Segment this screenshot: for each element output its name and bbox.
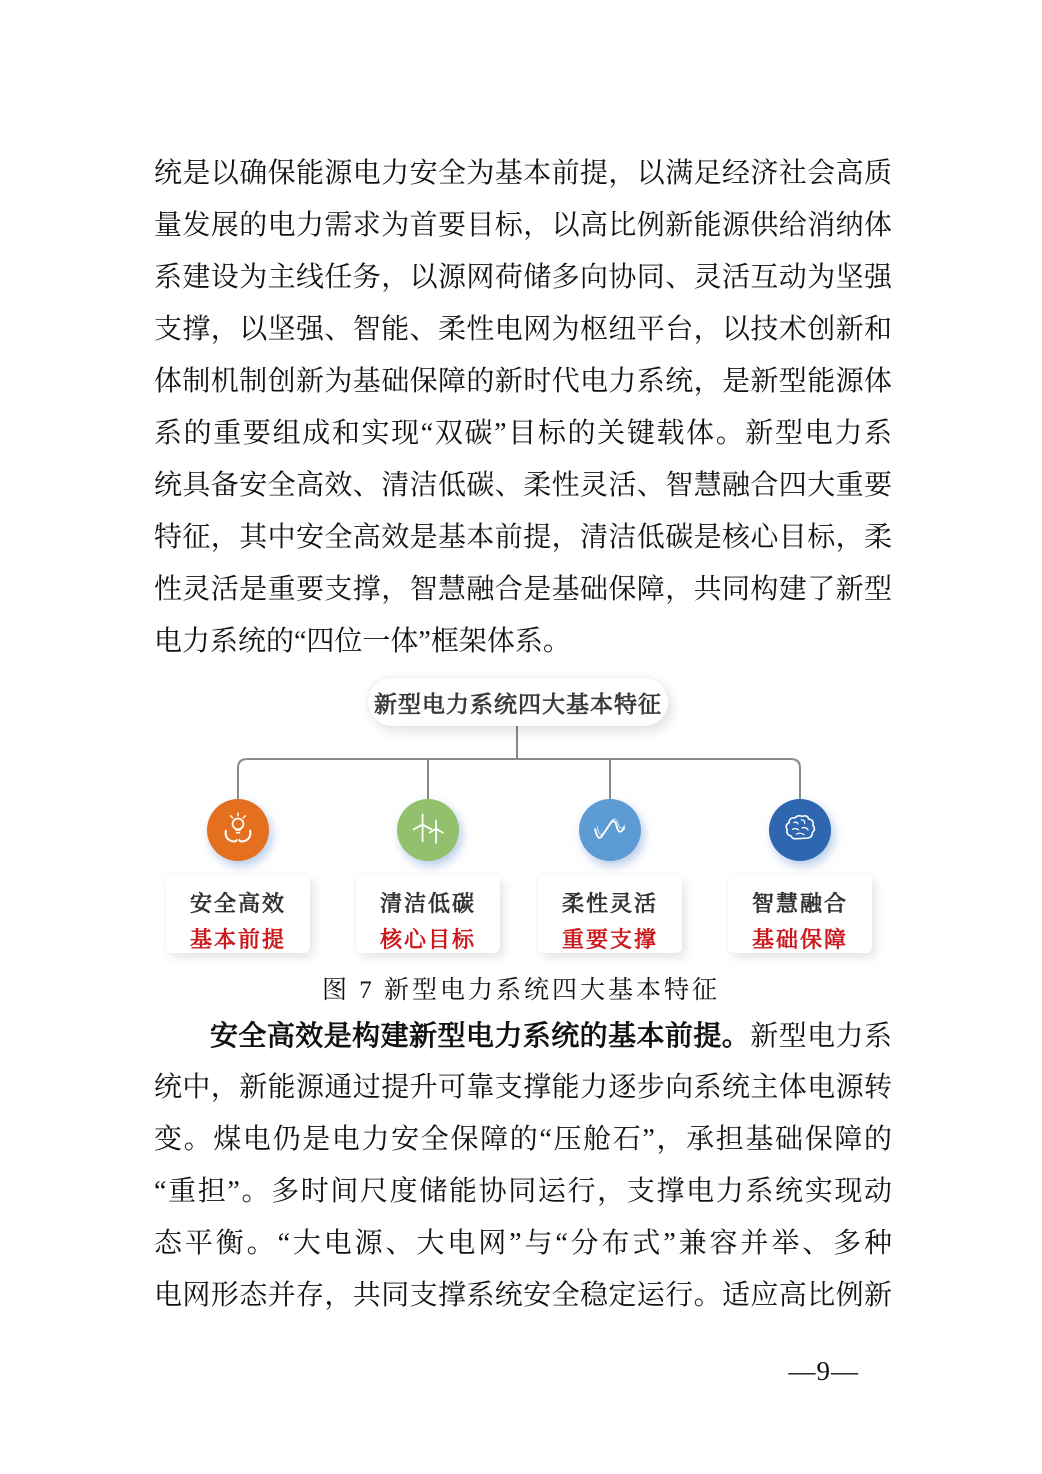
text-line [154, 1010, 892, 1062]
node-label: 清洁低碳 [379, 891, 476, 916]
node-sublabel: 重要支撑 [561, 927, 658, 952]
text-line: “重担”。多时间尺度储能协同运行，支撑电力系统实现动 [154, 1176, 892, 1207]
text-line: 电网形态并存，共同支撑系统安全稳定运行。适应高比例新 [154, 1280, 892, 1311]
figure-diagram [160, 676, 880, 968]
wind-turbine-icon [397, 799, 459, 861]
lead-rest-text: 新型电力系 [750, 1021, 892, 1052]
paragraph-2 [154, 1010, 892, 1322]
diagram-node-clean [356, 799, 500, 959]
label-card [166, 875, 310, 953]
text-line: 态平衡。“大电源、大电网”与“分布式”兼容并举、多种 [154, 1228, 892, 1259]
text-line: 特征，其中安全高效是基本前提，清洁低碳是核心目标，柔 [154, 522, 892, 553]
text-line: 量发展的电力需求为首要目标，以高比例新能源供给消纳体 [154, 210, 892, 241]
text-line: 电力系统的“四位一体”框架体系。 [154, 626, 571, 657]
text-line: 变。煤电仍是电力安全保障的“压舱石”，承担基础保障的 [154, 1124, 892, 1155]
node-sublabel: 核心目标 [379, 927, 476, 952]
text-line: 性灵活是重要支撑，智慧融合是基础保障，共同构建了新型 [154, 574, 892, 605]
text-line: 统中，新能源通过提升可靠支撑能力逐步向系统主体电源转 [154, 1072, 892, 1103]
label-card [728, 875, 872, 953]
diagram-node-safety [166, 799, 310, 959]
bold-lead-text: 安全高效是构建新型电力系统的基本前提。 [210, 1020, 751, 1051]
text-line: 统具备安全高效、清洁低碳、柔性灵活、智慧融合四大重要 [154, 470, 892, 501]
node-label: 柔性灵活 [561, 891, 658, 916]
node-sublabel: 基础保障 [751, 927, 848, 952]
node-label: 安全高效 [189, 891, 286, 916]
node-sublabel: 基本前提 [189, 927, 286, 952]
hands-bulb-icon [207, 799, 269, 861]
sine-wave-icon [579, 799, 641, 861]
paragraph-1 [154, 148, 892, 668]
brain-icon [769, 799, 831, 861]
node-label: 智慧融合 [751, 891, 848, 916]
text-line: 统是以确保能源电力安全为基本前提，以满足经济社会高质 [154, 158, 892, 189]
figure-caption: 图 7 新型电力系统四大基本特征 [321, 977, 720, 1004]
text-line: 支撑，以坚强、智能、柔性电网为枢纽平台，以技术创新和 [154, 314, 892, 345]
text-line: 体制机制创新为基础保障的新时代电力系统，是新型能源体 [154, 366, 892, 397]
text-line: 系的重要组成和实现“双碳”目标的关键载体。新型电力系 [154, 418, 892, 449]
diagram-title [368, 678, 668, 726]
diagram-title-label: 新型电力系统四大基本特征 [374, 690, 662, 717]
diagram-node-smart [728, 799, 872, 959]
page-number: —9— [788, 1356, 859, 1386]
diagram-node-flexible [538, 799, 682, 959]
label-card [538, 875, 682, 953]
text-line: 系建设为主线任务，以源网荷储多向协同、灵活互动为坚强 [154, 262, 892, 293]
label-card [356, 875, 500, 953]
